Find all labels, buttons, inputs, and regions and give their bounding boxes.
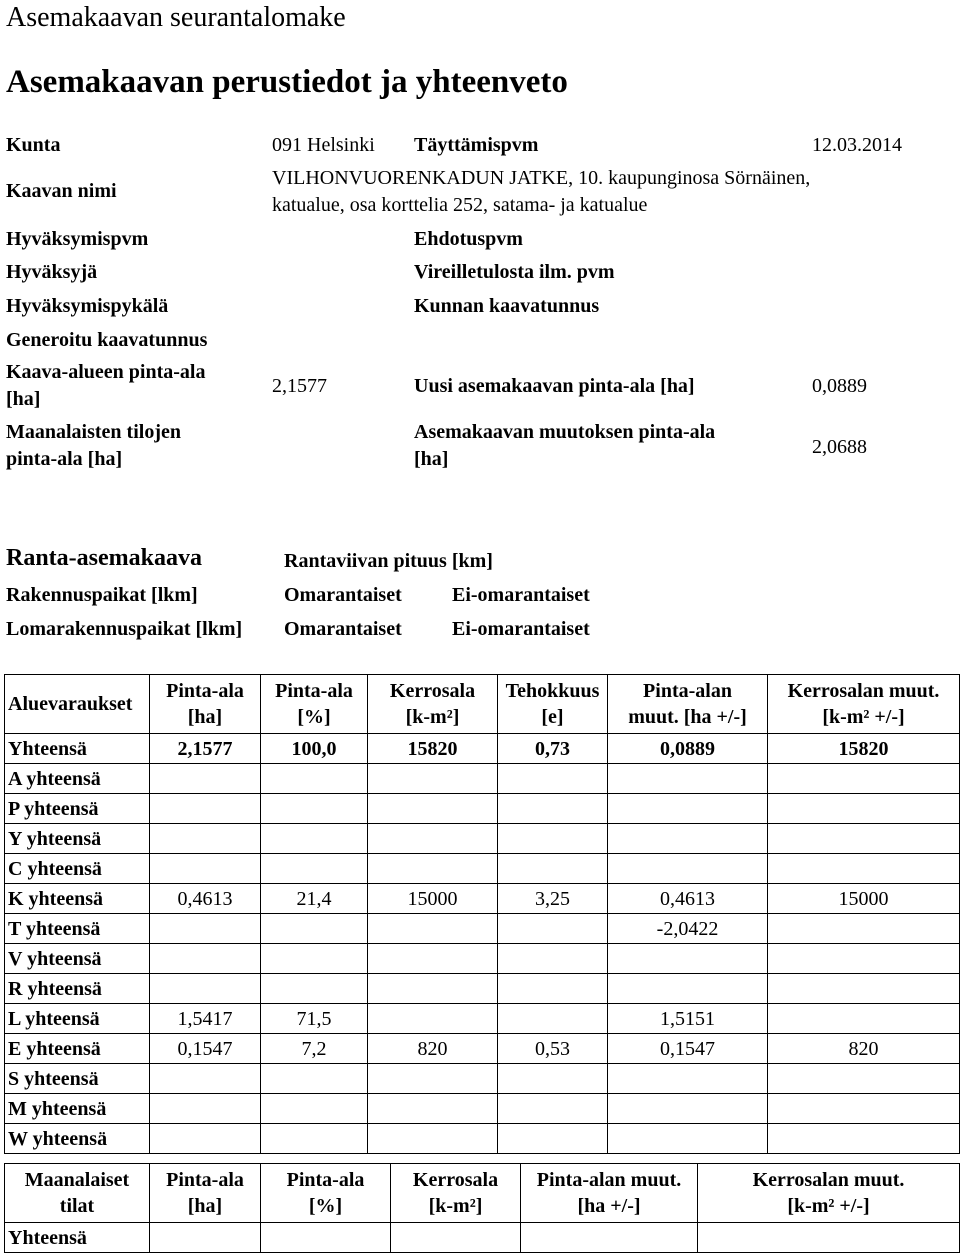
rakennuspaikat-ei-omarantaiset: Ei-omarantaiset [452,584,590,606]
table-cell [150,1064,261,1094]
table-row [5,1034,960,1064]
table-cell: 0,4613 [608,884,768,914]
maan-header-text: [k-m²] [428,1195,483,1217]
row-label: C yhteensä [5,854,150,884]
table-cell: 0,1547 [608,1034,768,1064]
maan-header-1 [150,1164,261,1223]
ranta-section-title: Ranta-asemakaava [6,545,202,571]
maan-header-4 [521,1164,698,1223]
table-cell: 0,73 [498,734,608,764]
table-cell [608,1064,768,1094]
table-cell [150,914,261,944]
alue-header-text: [k-m² +/-] [822,706,905,728]
table-cell: 7,2 [261,1034,368,1064]
vireilletulosta-label: Vireilletulosta ilm. pvm [414,261,615,283]
row-label: L yhteensä [5,1004,150,1034]
row-label: Yhteensä [5,734,150,764]
uusi-pinta-ala-label: Uusi asemakaavan pinta-ala [ha] [414,375,695,397]
table-row [5,824,960,854]
table-cell: 15820 [768,734,960,764]
table-row [5,914,960,944]
maan-header-3 [391,1164,521,1223]
table-row [5,1064,960,1094]
table-cell: 15000 [768,884,960,914]
maan-header-2 [261,1164,391,1223]
row-label: V yhteensä [5,944,150,974]
table-row [5,854,960,884]
table-cell [608,1124,768,1154]
maanalaiset-tilat-table [4,1163,960,1253]
kaavan-nimi-label: Kaavan nimi [6,180,117,202]
maanalaisten-label-2: pinta-ala [ha] [6,448,123,470]
muutoksen-label-2: [ha] [414,448,449,470]
hyvaksymispvm-label: Hyväksymispvm [6,228,149,250]
alue-header-5 [608,675,768,734]
table-cell [768,974,960,1004]
row-label: K yhteensä [5,884,150,914]
kunnan-kaavatunnus-label: Kunnan kaavatunnus [414,295,600,317]
table-cell [261,854,368,884]
table-cell [368,764,498,794]
table-cell [150,824,261,854]
table-cell [768,914,960,944]
row-label: P yhteensä [5,794,150,824]
table-row [5,974,960,1004]
table-cell: 0,4613 [150,884,261,914]
kunta-label: Kunta [6,134,61,156]
table-cell [368,1124,498,1154]
hyvaksymispykala-label: Hyväksymispykälä [6,295,169,317]
lomarakennuspaikat-ei-omarantaiset: Ei-omarantaiset [452,618,590,640]
alue-header-text: Kerrosalan muut. [787,680,940,702]
table-cell [498,794,608,824]
table-cell [150,1124,261,1154]
table-cell [368,1094,498,1124]
rakennuspaikat-label: Rakennuspaikat [lkm] [6,584,198,606]
row-label: Yhteensä [5,1223,150,1253]
table-cell [261,914,368,944]
maan-header-text: Kerrosala [412,1169,499,1191]
table-row [5,794,960,824]
alue-header-2 [261,675,368,734]
table-cell [261,824,368,854]
table-cell [261,1094,368,1124]
table-cell [698,1223,960,1253]
table-cell [608,1094,768,1124]
rantaviiva-label: Rantaviivan pituus [km] [284,550,493,572]
table-cell [261,944,368,974]
page-title: Asemakaavan perustiedot ja yhteenveto [6,64,568,100]
table-cell [608,794,768,824]
table-cell [768,854,960,884]
table-cell [498,914,608,944]
kaava-alue-label-1: Kaava-alueen pinta-ala [6,361,206,383]
rakennuspaikat-omarantaiset: Omarantaiset [284,584,402,606]
alue-header-6 [768,675,960,734]
alue-header-text: [e] [541,706,564,728]
table-cell [498,1004,608,1034]
table-cell [608,764,768,794]
table-cell [261,1124,368,1154]
kunta-value: 091 Helsinki [272,134,375,156]
table-cell [498,1064,608,1094]
alue-header-text: Aluevaraukset [8,693,133,715]
alue-header-text: [k-m²] [405,706,460,728]
table-row [5,1004,960,1034]
row-label: Y yhteensä [5,824,150,854]
muutoksen-value: 2,0688 [812,436,867,458]
table-cell: 1,5151 [608,1004,768,1034]
table-cell [608,974,768,1004]
table-cell: 820 [368,1034,498,1064]
maan-header-text: Pinta-ala [286,1169,365,1191]
table-cell [261,974,368,1004]
row-label: M yhteensä [5,1094,150,1124]
table-cell [768,1094,960,1124]
table-cell: 1,5417 [150,1004,261,1034]
row-label: E yhteensä [5,1034,150,1064]
row-label: W yhteensä [5,1124,150,1154]
table-cell [150,794,261,824]
table-cell [608,824,768,854]
table-cell [368,974,498,1004]
table-cell [368,914,498,944]
table-cell [498,1094,608,1124]
alue-header-text: [ha] [187,706,223,728]
kaavan-nimi-line2: katualue, osa korttelia 252, satama- ja katualue [272,194,648,216]
table-cell [261,794,368,824]
table-cell: 15000 [368,884,498,914]
table-cell [768,1004,960,1034]
aluevaraukset-table [4,674,960,1154]
maan-header-text: Pinta-ala [166,1169,244,1191]
table-row [5,884,960,914]
table-cell [150,944,261,974]
ehdotuspvm-label: Ehdotuspvm [414,228,523,250]
table-cell [498,764,608,794]
alue-header-text: Kerrosala [389,680,476,702]
table-cell [150,1223,261,1253]
lomarakennuspaikat-omarantaiset: Omarantaiset [284,618,402,640]
document-title: Asemakaavan seurantalomake [6,2,346,33]
table-cell [608,944,768,974]
row-label: S yhteensä [5,1064,150,1094]
alue-header-text: Pinta-ala [166,680,244,702]
alue-header-text: Pinta-ala [275,680,353,702]
table-cell [261,1064,368,1094]
maan-header-5 [698,1164,960,1223]
maan-header-text: tilat [59,1195,95,1217]
maan-header-text: [k-m² +/-] [787,1195,870,1217]
table-cell [368,824,498,854]
table-row [5,734,960,764]
table-cell: 2,1577 [150,734,261,764]
row-label: A yhteensä [5,764,150,794]
table-cell [150,1094,261,1124]
row-label: T yhteensä [5,914,150,944]
table-cell: 100,0 [261,734,368,764]
table-cell [608,854,768,884]
table-cell: 71,5 [261,1004,368,1034]
kaava-alue-value: 2,1577 [272,375,327,397]
table-cell: 0,53 [498,1034,608,1064]
table-cell [498,824,608,854]
alue-header-4 [498,675,608,734]
table-cell [261,1223,391,1253]
table-cell [768,824,960,854]
maan-header-text: [%] [308,1195,343,1217]
alue-header-text: [%] [297,706,331,728]
tayttamispvm-value: 12.03.2014 [812,134,902,156]
table-cell [391,1223,521,1253]
table-cell [368,944,498,974]
table-cell [498,1124,608,1154]
table-row [5,1124,960,1154]
table-cell [768,944,960,974]
uusi-pinta-ala-value: 0,0889 [812,375,867,397]
table-cell: 0,1547 [150,1034,261,1064]
table-cell [521,1223,698,1253]
table-cell: -2,0422 [608,914,768,944]
maan-header-text: Maanalaiset [24,1169,130,1191]
lomarakennuspaikat-label: Lomarakennuspaikat [lkm] [6,618,243,640]
table-cell [368,854,498,884]
table-cell [150,764,261,794]
maan-header-text: [ha +/-] [577,1195,641,1217]
table-cell: 15820 [368,734,498,764]
hyvaksyja-label: Hyväksyjä [6,261,98,283]
table-cell [261,764,368,794]
alue-header-text: Pinta-alan [643,680,732,702]
alue-header-text: muut. [ha +/-] [628,706,747,728]
alue-header-0 [5,675,150,734]
table-cell: 21,4 [261,884,368,914]
maan-header-0 [5,1164,150,1223]
table-cell: 3,25 [498,884,608,914]
table-cell [368,1004,498,1034]
alue-header-3 [368,675,498,734]
muutoksen-label-1: Asemakaavan muutoksen pinta-ala [414,421,716,443]
maan-header-text: Kerrosalan muut. [752,1169,905,1191]
maan-header-text: [ha] [187,1195,223,1217]
table-cell [768,1064,960,1094]
table-row [5,764,960,794]
table-cell [150,974,261,1004]
maan-header-text: Pinta-alan muut. [536,1169,682,1191]
alue-header-1 [150,675,261,734]
table-cell [498,854,608,884]
table-cell: 0,0889 [608,734,768,764]
table-row [5,1223,960,1253]
table-cell [768,764,960,794]
tayttamispvm-label: Täyttämispvm [414,134,539,156]
table-row [5,944,960,974]
alue-header-text: Tehokkuus [505,680,600,702]
table-cell [498,974,608,1004]
table-cell [768,1124,960,1154]
table-cell [368,794,498,824]
row-label: R yhteensä [5,974,150,1004]
table-cell [498,944,608,974]
maanalaisten-label-1: Maanalaisten tilojen [6,421,181,443]
kaavan-nimi-line1: VILHONVUORENKADUN JATKE, 10. kaupunginosa Sörnäinen, [272,167,811,189]
table-cell [368,1064,498,1094]
table-cell: 820 [768,1034,960,1064]
table-cell [150,854,261,884]
generoitu-kaavatunnus-label: Generoitu kaavatunnus [6,329,208,351]
table-cell [768,794,960,824]
table-row [5,1094,960,1124]
kaava-alue-label-2: [ha] [6,388,41,410]
